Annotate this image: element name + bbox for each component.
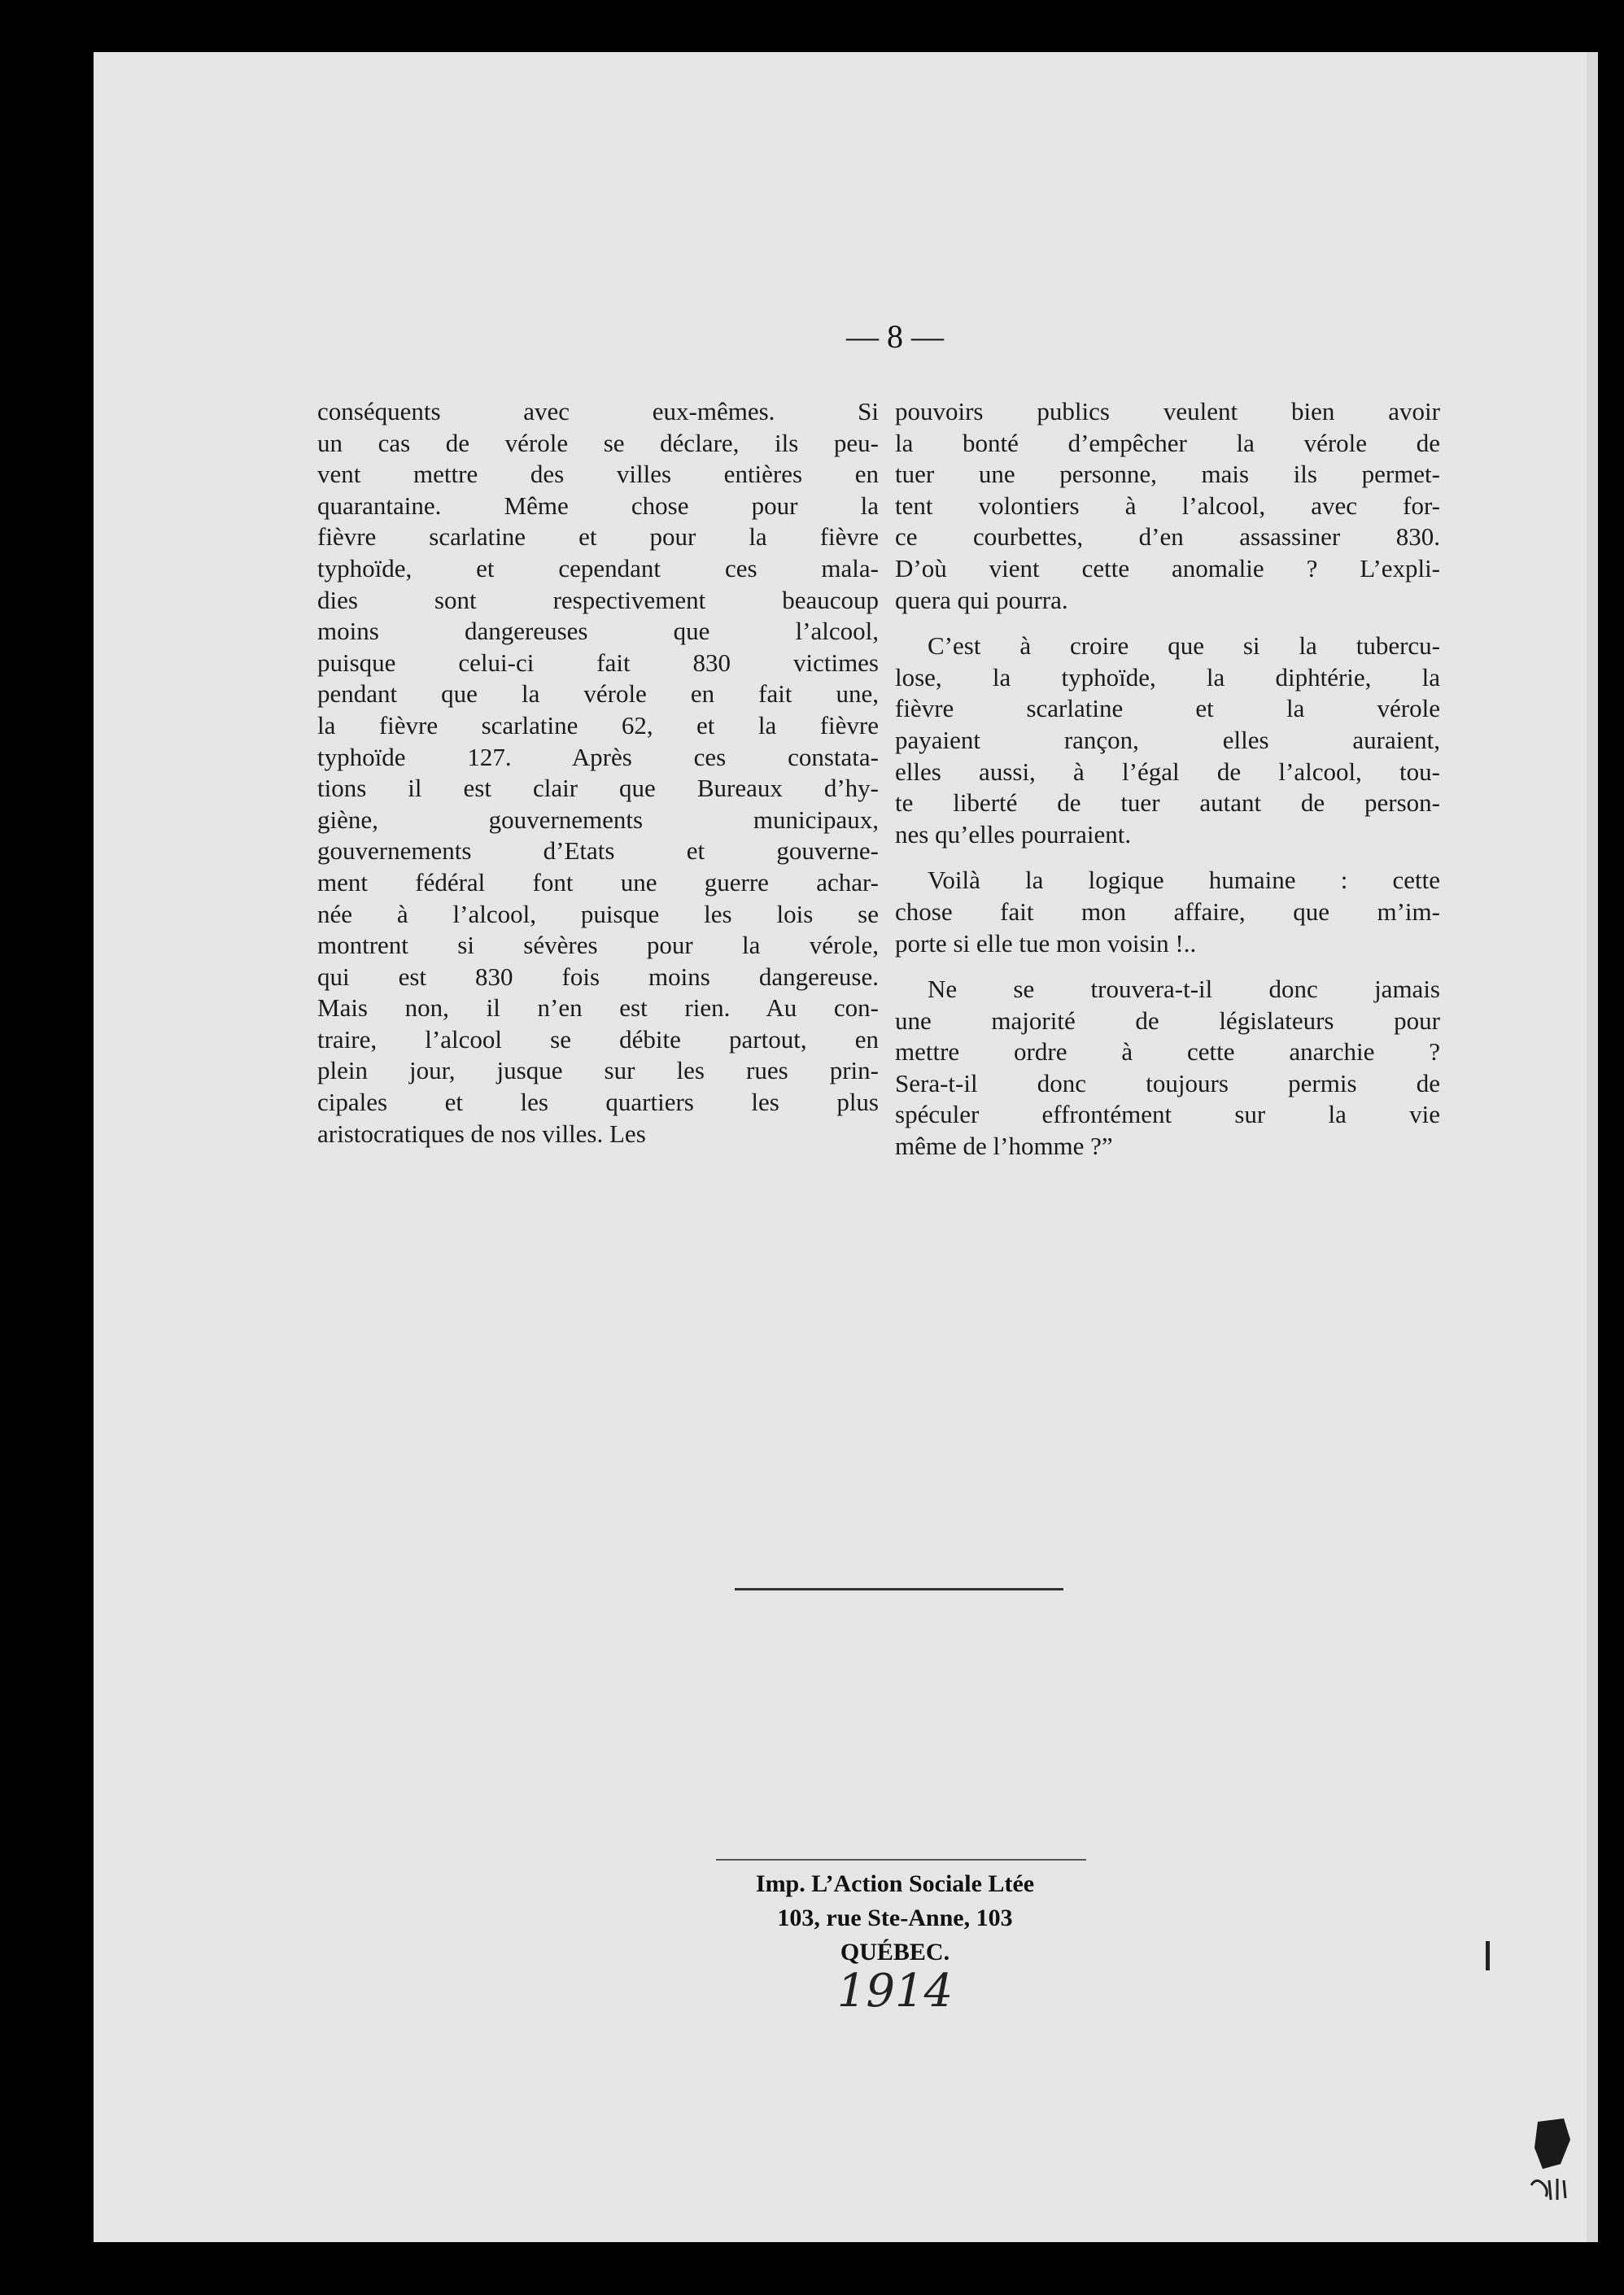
text-line: D’où vient cette anomalie ? L’expli- [895, 553, 1440, 582]
text-line: vent mettre des villes entières en [317, 460, 879, 489]
text-line: C’est à croire que si la tubercu- [928, 631, 1440, 661]
margin-mark [1486, 1941, 1490, 1970]
text-line: typhoïde, et cependant ces mala- [317, 553, 879, 582]
text-line: Mais non, il n’en est rien. Au con- [317, 993, 879, 1023]
text-line: lose, la typhoïde, la diphtérie, la [895, 662, 1440, 692]
paragraph [895, 396, 1440, 616]
text-line: une majorité de législateurs pour [895, 1006, 1440, 1035]
page-edge-strip [1587, 52, 1598, 2242]
text-line: giène, gouvernements municipaux, [317, 805, 879, 834]
paragraph [895, 974, 1440, 1163]
text-line: ment fédéral font une guerre achar- [317, 867, 879, 897]
imprint-line-1: Imp. L’Action Sociale Ltée [755, 1870, 1035, 1897]
text-line: tent volontiers à l’alcool, avec for- [895, 491, 1440, 520]
handwritten-year: 1914 [836, 1965, 954, 2018]
page-number: — 8 — [846, 318, 944, 355]
text-line: elles aussi, à l’égal de l’alcool, tou- [895, 757, 1440, 786]
text-line: ce courbettes, d’en assassiner 830. [895, 522, 1440, 552]
text-line: moins dangereuses que l’alcool, [317, 617, 879, 646]
imprint-line-2: 103, rue Ste-Anne, 103 [777, 1905, 1013, 1931]
text-line: te liberté de tuer autant de person- [895, 788, 1440, 818]
text-line: typhoïde 127. Après ces constata- [317, 742, 879, 771]
text-line: chose fait mon affaire, que m’im- [895, 897, 1440, 926]
text-line: fièvre scarlatine et la vérole [895, 694, 1440, 723]
text-line: pouvoirs publics veulent bien avoir [895, 397, 1440, 425]
imprint-line-3: QUÉBEC. [840, 1939, 950, 1966]
paragraph [317, 396, 879, 1150]
text-line: mettre ordre à cette anarchie ? [895, 1037, 1440, 1067]
text-line: aristocratiques de nos villes. Les [317, 1119, 646, 1148]
text-line: Ne se trouvera-t-il donc jamais [928, 975, 1440, 1004]
text-line: pendant que la vérole en fait une, [317, 679, 879, 709]
text-line: quarantaine. Même chose pour la [317, 491, 879, 520]
text-line: dies sont respectivement beaucoup [317, 585, 879, 614]
text-line: puisque celui-ci fait 830 victimes [317, 648, 879, 677]
text-line: gouvernements d’Etats et gouverne- [317, 836, 879, 866]
text-line: conséquents avec eux-mêmes. Si [317, 397, 879, 425]
text-line: même de l’homme ?” [895, 1132, 1113, 1161]
text-line: un cas de vérole se déclare, ils peu- [317, 428, 879, 457]
text-line: spéculer effrontément sur la vie [895, 1100, 1440, 1129]
text-line: tions il est clair que Bureaux d’hy- [317, 774, 879, 803]
printer-imprint [651, 1867, 1139, 1970]
section-divider [735, 1588, 1063, 1590]
text-line: payaient rançon, elles auraient, [895, 725, 1440, 754]
paragraph [895, 630, 1440, 850]
text-line: tuer une personne, mais ils permet- [895, 460, 1440, 489]
text-line: nes qu’elles pourraient. [895, 819, 1132, 849]
text-line: traire, l’alcool se débite partout, en [317, 1024, 879, 1054]
text-line: la bonté d’empêcher la vérole de [895, 428, 1440, 457]
text-line: quera qui pourra. [895, 585, 1068, 614]
right-text-column [895, 396, 1440, 1177]
text-line: montrent si sévères pour la vérole, [317, 931, 879, 960]
text-line: porte si elle tue mon voisin !.. [895, 928, 1197, 958]
text-line: qui est 830 fois moins dangereuse. [317, 962, 879, 991]
imprint-divider [716, 1859, 1086, 1861]
text-line: née à l’alcool, puisque les lois se [317, 899, 879, 928]
archive-stamp-icon [1521, 2115, 1578, 2205]
text-line: plein jour, jusque sur les rues prin- [317, 1056, 879, 1085]
text-line: fièvre scarlatine et pour la fièvre [317, 522, 879, 552]
text-line: Sera-t-il donc toujours permis de [895, 1068, 1440, 1097]
left-text-column [317, 396, 879, 1164]
text-line: Voilà la logique humaine : cette [928, 866, 1440, 895]
text-line: cipales et les quartiers les plus [317, 1088, 879, 1117]
paragraph [895, 865, 1440, 959]
text-line: la fièvre scarlatine 62, et la fièvre [317, 710, 879, 740]
